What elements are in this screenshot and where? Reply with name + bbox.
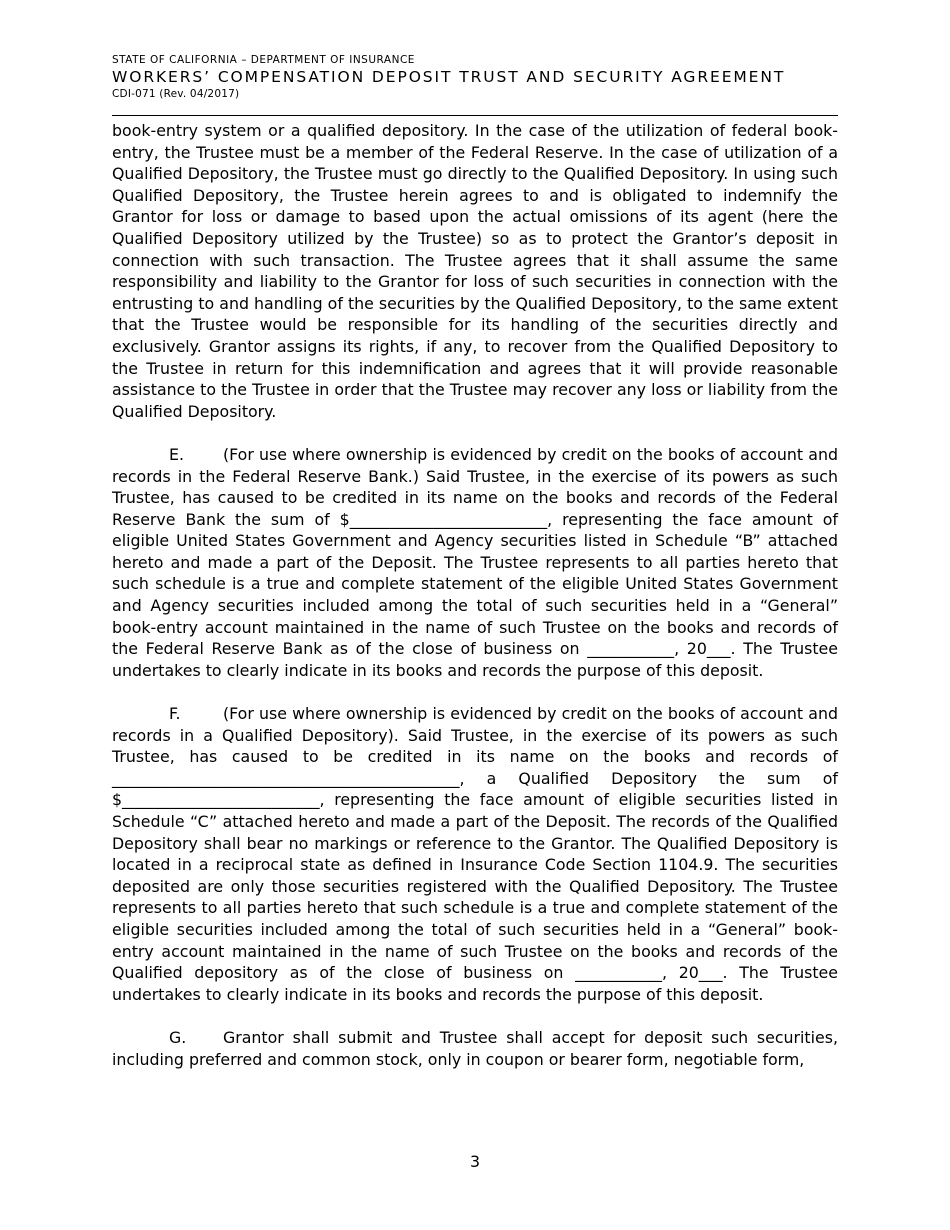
- paragraph-continuation: book-entry system or a qualified depository. In the case of the utilization of federal book-entry, the Trustee must be a member of the Federal Reserve. In the case of utilization of a Qualified Depository, the Trustee must go directly to the Qualified Depository. In using such Qualified Depository, the Trustee herein agrees to and is obligated to indemnify the Grantor for loss or damage to based upon the actual omissions of its agent (here the Qualified Depository utilized by the Trustee) so as to protect the Grantor’s deposit in connection with such transaction. The Trustee agrees that it shall assume the same responsibility and liability to the Grantor for loss of such securities in connection with the entrusting to and handling of the securities by the Qualified Depository, to the same extent that the Trustee would be responsible for its handling of the securities directly and exclusively. Grantor assigns its rights, if any, to recover from the Qualified Depository to the Trustee in return for this indemnification and agrees that it will provide reasonable assistance to the Trustee in order that the Trustee may recover any loss or liability from the Qualified Depository.: [112, 121, 838, 421]
- paragraph-f: [112, 703, 838, 1005]
- paragraph-g-label: G.: [169, 1027, 187, 1047]
- paragraph-g: [112, 1027, 838, 1070]
- agency-name: STATE OF CALIFORNIA – DEPARTMENT OF INSURANCE: [112, 54, 415, 66]
- paragraph-f-label: F.: [169, 704, 181, 724]
- paragraph-e-text: (For use where ownership is evidenced by credit on the books of account and records in the Federal Reserve Bank.) Said Trustee, in the exercise of its powers as such Trustee, has caused to be credited in its name on the books and records of the Federal Reserve Bank the sum of $_________________________, representing the face amount of eligible United States Government and Agency securities listed in Schedule “B” attached hereto and made a part of the Deposit. The Trustee represents to all parties hereto that such schedule is a true and complete statement of the eligible United States Government and Agency securities included among the total of such securities held in a “General” book-entry account maintained in the name of such Trustee on the books and records of the Federal Reserve Bank as of the close of business on ___________, 20___. The Trustee undertakes to clearly indicate in its books and records the purpose of this deposit.: [112, 444, 838, 680]
- document-title: WORKERS’ COMPENSATION DEPOSIT TRUST AND SECURITY AGREEMENT: [112, 68, 786, 86]
- paragraph-f-text: (For use where ownership is evidenced by credit on the books of account and records in a Qualified Depository). Said Trustee, in the exercise of its powers as such Trustee, has caused to be credited in its name on the books and records of ____________________________________________, a Qualified Depository the sum of $_________________________, representing the face amount of eligible securities listed in Schedule “C” attached hereto and made a part of the Deposit. The records of the Qualified Depository shall bear no markings or reference to the Grantor. The Qualified Depository is located in a reciprocal state as defined in Insurance Code Section 1104.9. The securities deposited are only those securities registered with the Qualified Depository. The Trustee represents to all parties hereto that such schedule is a true and complete statement of the eligible securities included among the total of such securities held in a “General” book-entry account maintained in the name of such Trustee on the books and records of the Qualified depository as of the close of business on ___________, 20___. The Trustee undertakes to clearly indicate in its books and records the purpose of this deposit.: [112, 704, 838, 1004]
- form-number: CDI-071 (Rev. 04/2017): [112, 88, 240, 100]
- paragraph-e-label: E.: [169, 444, 185, 464]
- paragraph-g-text: Grantor shall submit and Trustee shall accept for deposit such securities, including preferred and common stock, only in coupon or bearer form, negotiable form,: [112, 1027, 838, 1069]
- document-header: [112, 54, 838, 101]
- header-divider: [112, 115, 838, 116]
- paragraph-e: [112, 444, 838, 682]
- document-body: [112, 120, 838, 1092]
- page-number: 3: [469, 1152, 481, 1171]
